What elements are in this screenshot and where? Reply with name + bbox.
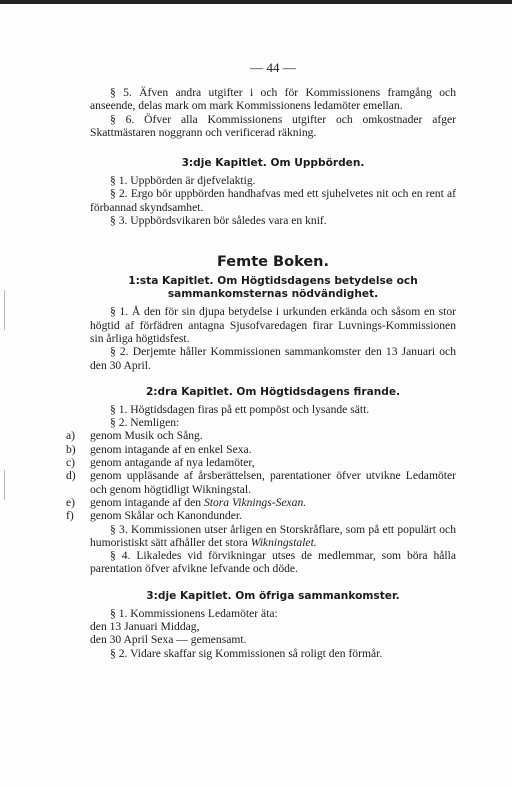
paragraph: § 1. Högtidsdagen firas på ett pompöst och lysande sätt. xyxy=(110,402,370,416)
paragraph: § 2. Vidare skaffar sig Kommissionen så roligt den förmår. xyxy=(110,646,383,660)
list-item: e) genom intagande af den Stora Viknings-Sexan. xyxy=(66,495,307,509)
paragraph: § 2. Derjemte håller Kommissionen sammankomster den 13 Januari och den 30 April. xyxy=(90,345,456,372)
page-number: — 44 — xyxy=(250,60,296,75)
book-heading: Femte Boken. xyxy=(216,254,329,271)
paragraph: § 1. Å den för sin djupa betydelse i urkunden erkända och såsom en stor högtid af förfädren antagna Sjusofvaredagen firar Luvnings-Kommissionen sin årliga högtidsfest. xyxy=(90,305,456,345)
chapter-heading: 2:dra Kapitlet. Om Högtidsdagens firande. xyxy=(145,385,401,398)
list-item: d) genom uppläsande af årsberättelsen, parentationer öfver utvikne Ledamöter och genom högtidligt Wikningstal. xyxy=(66,469,456,496)
margin-mark xyxy=(4,470,5,500)
chapter-heading: 3:dje Kapitlet. Om Uppbörden. xyxy=(181,157,365,170)
chapter-heading: 1:sta Kapitlet. Om Högtidsdagens betydelse och xyxy=(128,275,418,288)
list-item: f) genom Skålar och Kanondunder. xyxy=(66,509,242,523)
text-line: den 13 Januari Middag, xyxy=(90,620,200,634)
margin-mark xyxy=(4,290,5,330)
list-item: b) genom intagande af en enkel Sexa. xyxy=(66,442,252,456)
text-line: den 30 April Sexa — gemensamt. xyxy=(90,633,247,647)
list-item: a) genom Musik och Sång. xyxy=(66,429,203,443)
chapter-heading: 3:dje Kapitlet. Om öfriga sammankomster. xyxy=(146,589,400,602)
list xyxy=(66,429,456,523)
paragraph: § 2. Ergo bör uppbörden handhafvas med ett sjuhelvetes nit och en rent af förbannad skyndsamhet. xyxy=(90,187,456,214)
page xyxy=(66,0,456,660)
paragraph: § 5. Äfven andra utgifter i och för Kommissionens framgång och anseende, delas mark om mark Kommissionens ledamöter emellan. xyxy=(90,86,456,113)
paragraph: § 3. Kommissionen utser årligen en Storskråflare, som på ett populärt och humoristiskt sätt afhåller det stora Wikningstalet. xyxy=(90,522,456,549)
paragraph: § 4. Likaledes vid förvikningar utses de medlemmar, som böra hålla parentation öfver afvikne lefvande och döde. xyxy=(90,549,456,576)
paragraph: § 3. Uppbördsvikaren bör således vara en knif. xyxy=(110,214,327,228)
paragraph: § 6. Öfver alla Kommissionens utgifter och omkostnader afger Skattmästaren noggrann och verificerad räkning. xyxy=(90,112,456,139)
paragraph: § 2. Nemligen: xyxy=(110,416,180,430)
paragraph: § 1. Uppbörden är djefvelaktig. xyxy=(110,174,256,188)
chapter-heading: sammankomsternas nödvändighet. xyxy=(167,288,379,301)
list-item: c) genom antagande af nya ledamöter, xyxy=(66,456,255,470)
paragraph: § 1. Kommissionens Ledamöter äta: xyxy=(110,606,278,620)
